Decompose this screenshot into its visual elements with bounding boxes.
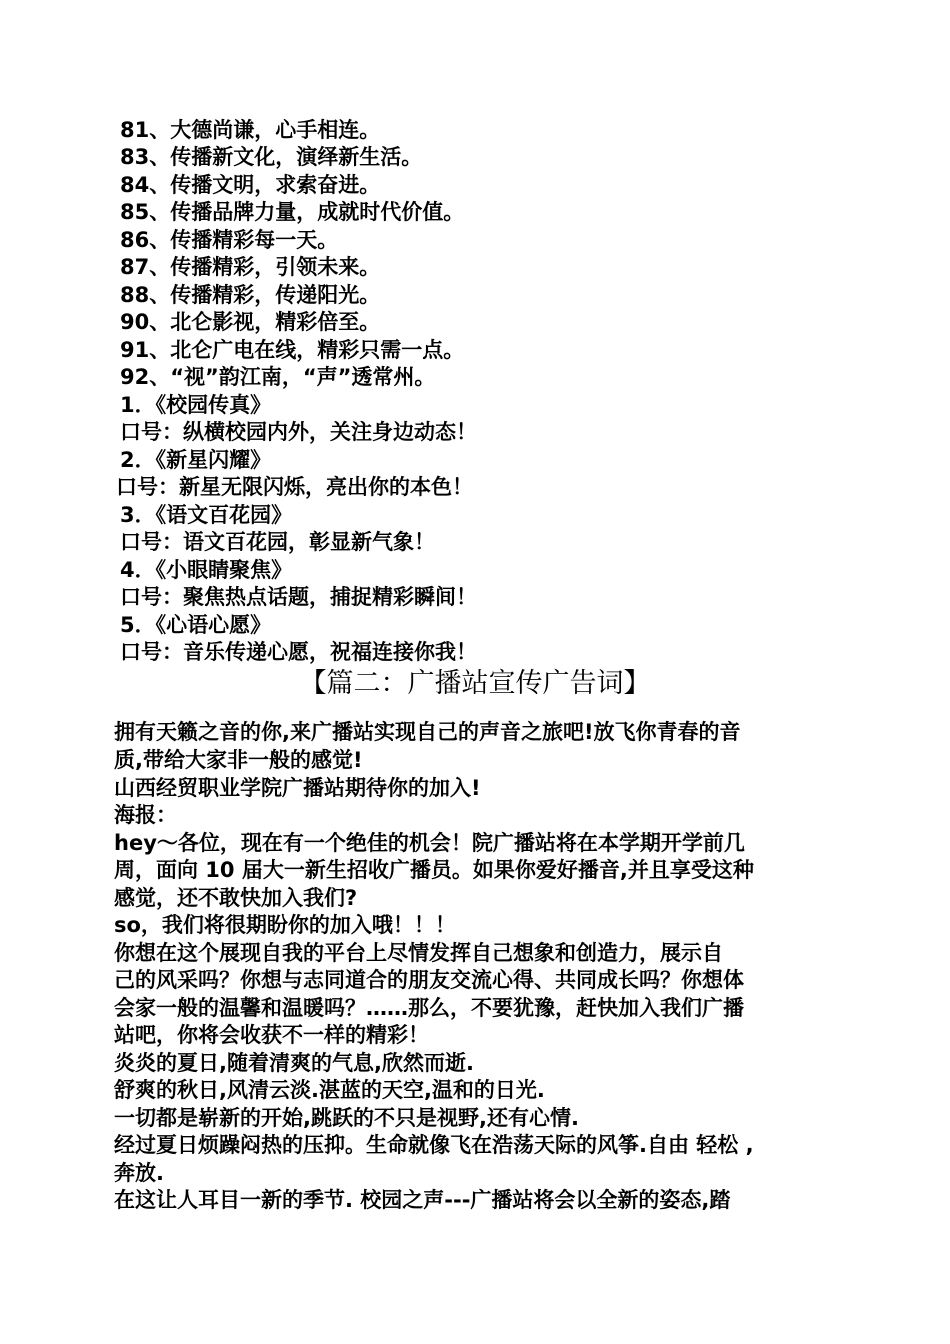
body-line: 站吧，你将会收获不一样的精彩！ [114,1023,429,1047]
body-line: 你想在这个展现自我的平台上尽情发挥自己想象和创造力，展示自 [114,941,723,965]
body-line: 拥有天籁之音的你,来广播站实现自己的声音之旅吧!放飞你青春的音 [114,720,741,744]
body-line: 海报： [114,803,177,827]
body-line: 一切都是崭新的开始,跳跃的不只是视野,还有心情. [114,1106,579,1130]
list-item: 90、北仑影视，精彩倍至。 [120,310,381,334]
body-line: 奔放. [114,1161,164,1185]
program-title: 3．《语文百花园》 [120,503,293,527]
body-line: so，我们将很期盼你的加入哦！！！ [114,913,456,937]
program-title: 1．《校园传真》 [120,393,272,417]
body-line: 山西经贸职业学院广播站期待你的加入! [114,776,481,800]
list-item: 92、“视”韵江南，“声”透常州。 [120,365,436,389]
program-slogan: 口号：语文百花园，彰显新气象！ [120,530,435,554]
program-slogan: 口号：音乐传递心愿，祝福连接你我！ [120,640,477,664]
list-item: 86、传播精彩每一天。 [120,228,339,252]
body-line: 会家一般的温馨和温暖吗？……那么，不要犹豫，赶快加入我们广播 [114,996,744,1020]
program-title: 5．《心语心愿》 [120,613,272,637]
list-item: 83、传播新文化，演绎新生活。 [120,145,423,169]
program-slogan: 口号：聚焦热点话题，捕捉精彩瞬间！ [120,585,477,609]
list-item: 87、传播精彩，引领未来。 [120,255,381,279]
body-line: 炎炎的夏日,随着清爽的气息,欣然而逝. [114,1051,474,1075]
list-item: 84、传播文明，求索奋进。 [120,173,381,197]
body-line: 己的风采吗？你想与志同道合的朋友交流心得、共同成长吗？你想体 [114,968,744,992]
body-line: 质,带给大家非一般的感觉! [114,748,363,772]
body-line: 舒爽的秋日,风清云淡.湛蓝的天空,温和的日光. [114,1078,545,1102]
list-item: 85、传播品牌力量，成就时代价值。 [120,200,465,224]
program-title: 2．《新星闪耀》 [120,448,272,472]
section-heading: 【篇二：广播站宣传广告词】 [299,668,651,699]
program-slogan: 口号：新星无限闪烁，亮出你的本色！ [116,475,473,499]
list-item: 91、北仑广电在线，精彩只需一点。 [120,338,465,362]
body-line: 周，面向 10 届大一新生招收广播员。如果你爱好播音,并且享受这种 [114,858,754,882]
list-item: 88、传播精彩，传递阳光。 [120,283,381,307]
body-line: 在这让人耳目一新的季节. 校园之声---广播站将会以全新的姿态,踏 [114,1188,731,1212]
body-line: 感觉，还不敢快加入我们? [114,886,358,910]
program-title: 4．《小眼睛聚焦》 [120,558,293,582]
body-line: hey～各位，现在有一个绝佳的机会！院广播站将在本学期开学前几 [114,831,745,855]
program-slogan: 口号：纵横校园内外，关注身边动态！ [120,420,477,444]
list-item: 81、大德尚谦，心手相连。 [120,118,381,142]
body-line: 经过夏日烦躁闷热的压抑。生命就像飞在浩荡天际的风筝.自由 轻松 , [114,1133,754,1157]
